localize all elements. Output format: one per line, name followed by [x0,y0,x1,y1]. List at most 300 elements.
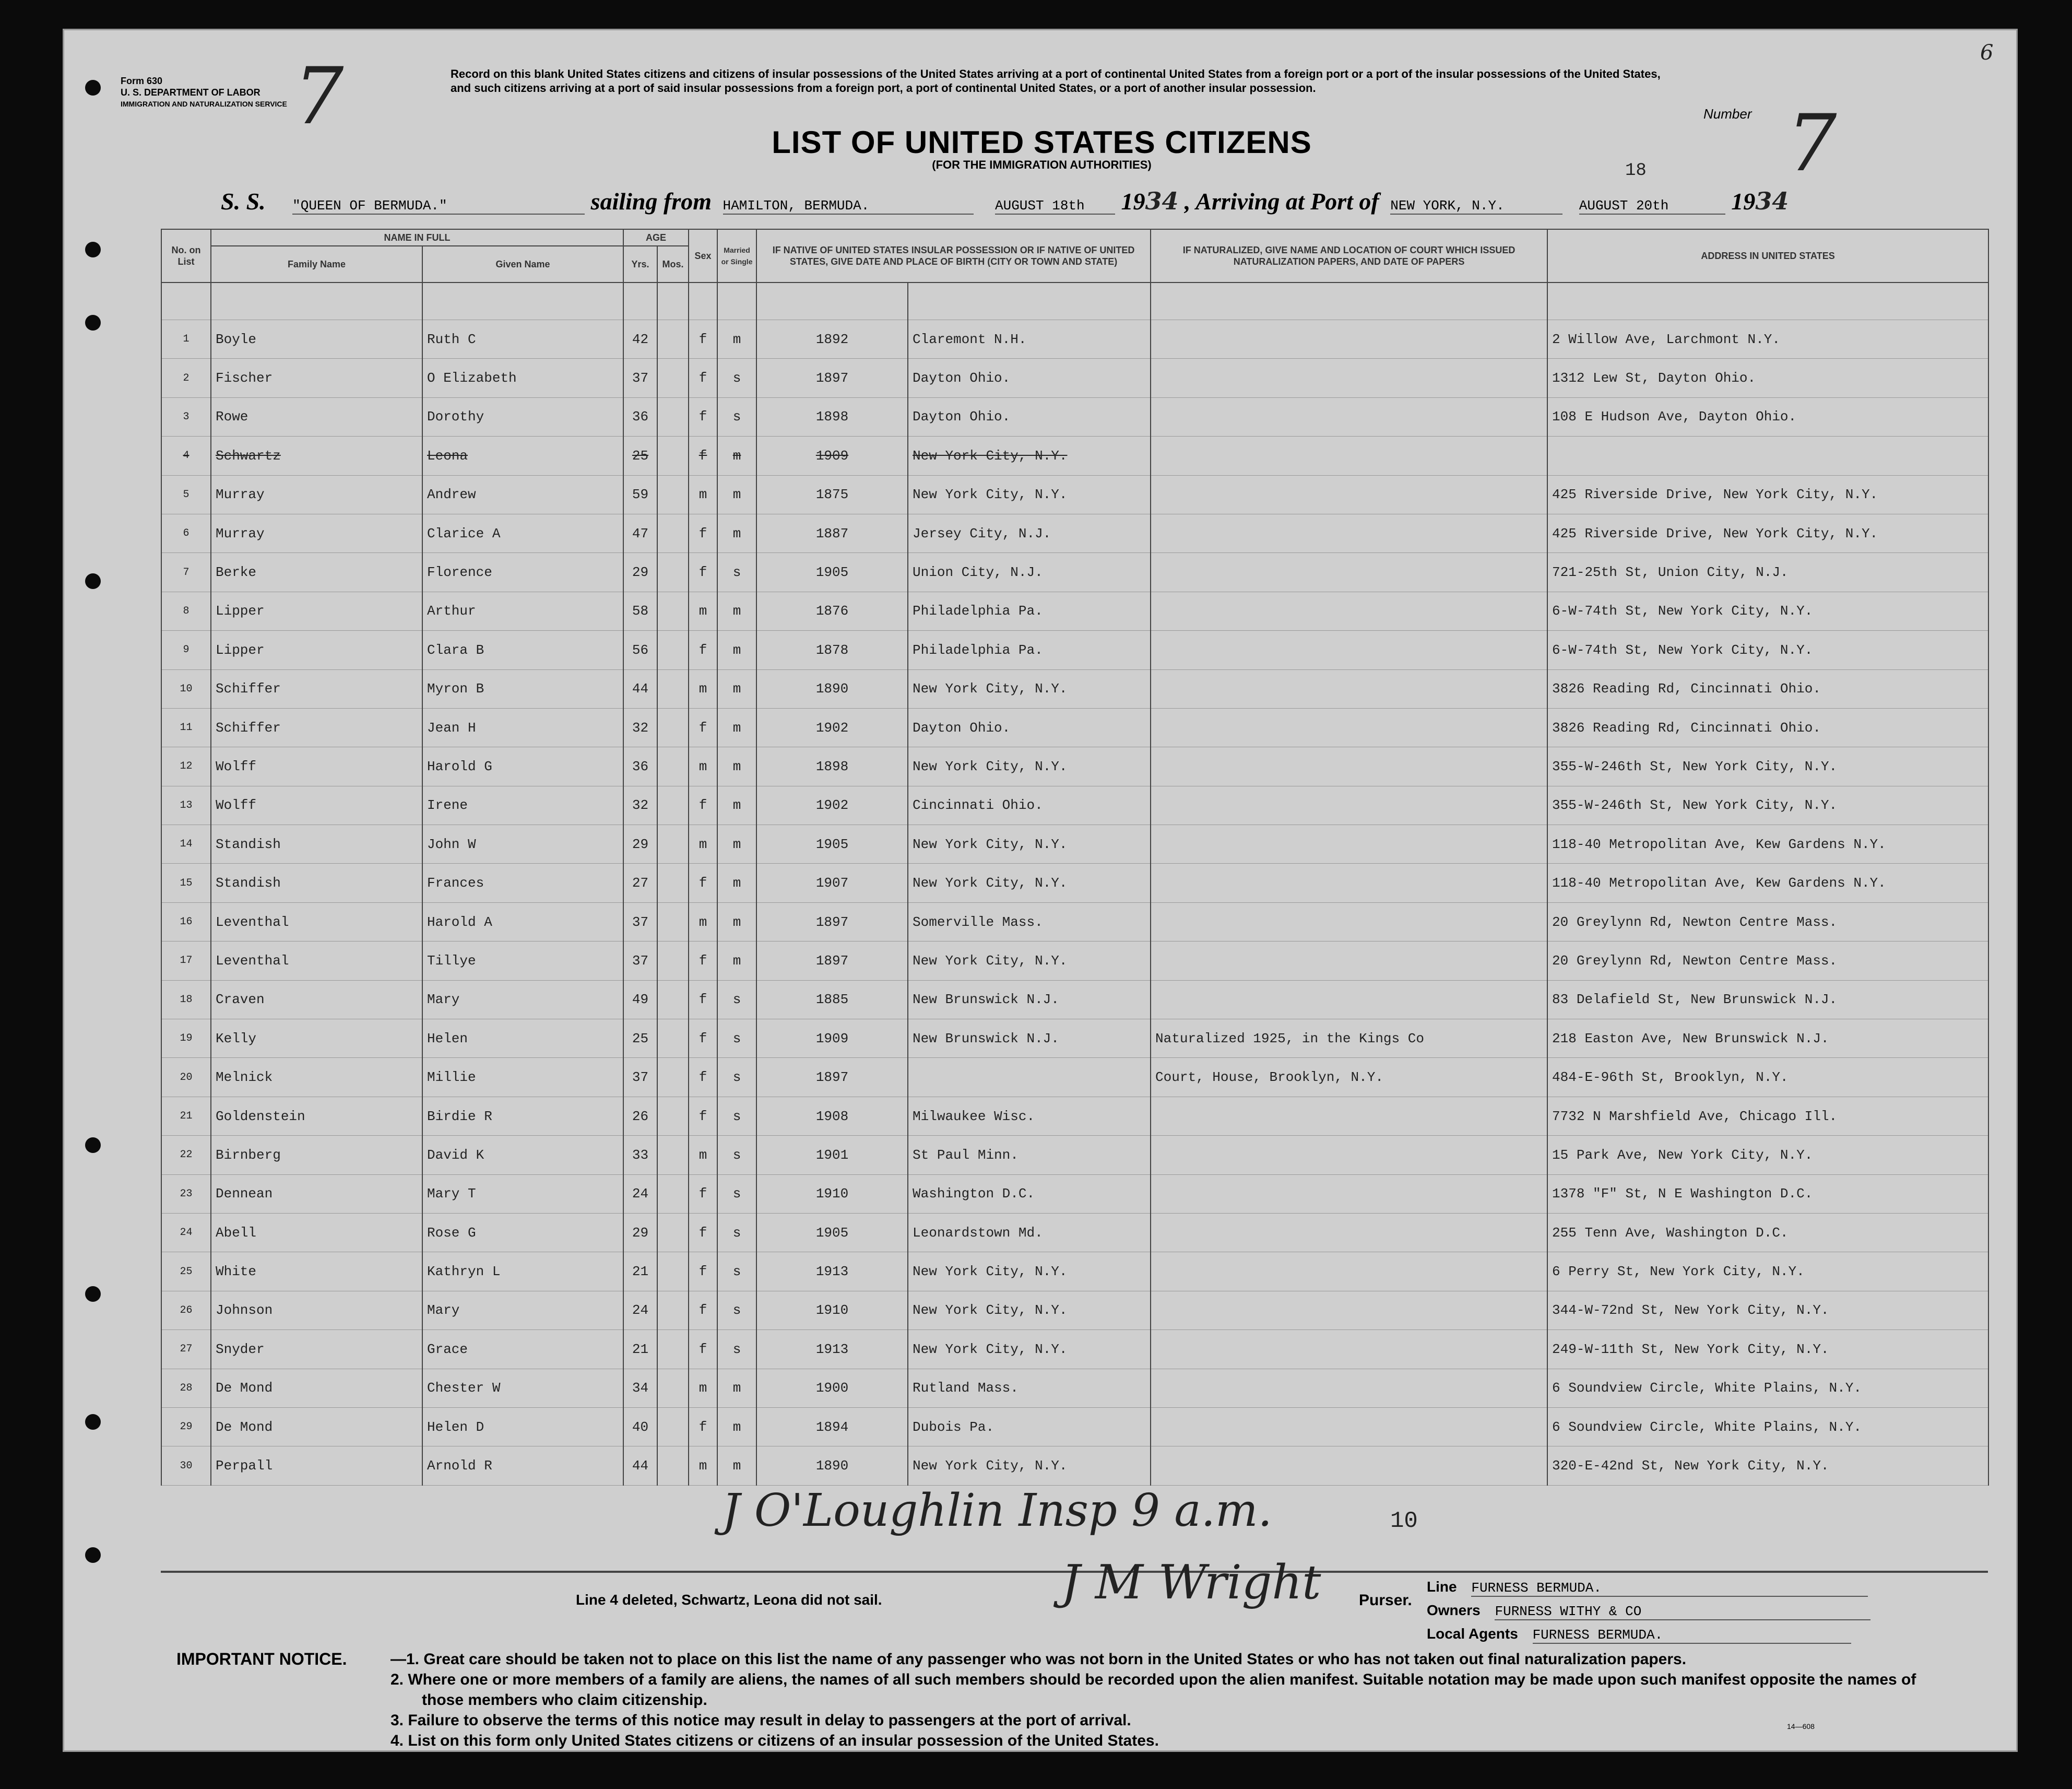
birth-place: New York City, N.Y. [908,825,1151,864]
line-label: Line [1427,1579,1457,1595]
birth-place: Philadelphia Pa. [908,631,1151,669]
table-row [161,1446,1988,1485]
family-name: Perpall [211,1446,422,1485]
sex: f [689,1407,717,1446]
birth-place: New Brunswick N.J. [908,1019,1151,1058]
age-years: 36 [623,397,657,436]
table-row [161,1097,1988,1135]
naturalization [1151,669,1547,708]
age-months [657,864,689,902]
birth-year: 1902 [756,786,908,825]
address: 1378 "F" St, N E Washington D.C. [1547,1174,1988,1213]
naturalization [1151,1369,1547,1407]
given-name: Jean H [422,708,623,747]
age-years: 33 [623,1136,657,1174]
agents-field [1427,1626,1851,1644]
age-years: 42 [623,320,657,359]
row-number: 28 [161,1369,211,1407]
naturalization [1151,397,1547,436]
given-name: Myron B [422,669,623,708]
given-name: Mary [422,1291,623,1329]
naturalization: Court, House, Brooklyn, N.Y. [1151,1058,1547,1097]
row-number: 4 [161,437,211,475]
given-name: Irene [422,786,623,825]
marital-status: m [717,941,756,980]
sex: f [689,1252,717,1291]
table-row [161,437,1988,475]
birth-place: New York City, N.Y. [908,747,1151,786]
naturalization [1151,864,1547,902]
naturalization [1151,320,1547,359]
sex: f [689,786,717,825]
address: 255 Tenn Ave, Washington D.C. [1547,1213,1988,1252]
given-name: Dorothy [422,397,623,436]
sex: m [689,475,717,514]
department: U. S. DEPARTMENT OF LABOR [121,87,261,98]
age-years: 21 [623,1330,657,1369]
birth-year: 1890 [756,669,908,708]
age-years: 34 [623,1369,657,1407]
service: IMMIGRATION AND NATURALIZATION SERVICE [121,100,287,108]
marital-status: m [717,514,756,552]
age-months [657,1291,689,1329]
marital-status: s [717,1213,756,1252]
naturalization [1151,359,1547,397]
sailing-from: HAMILTON, BERMUDA. [723,198,974,215]
row-number: 19 [161,1019,211,1058]
marital-status: s [717,1136,756,1174]
ship-name: "QUEEN OF BERMUDA." [292,198,585,215]
birth-year: 1900 [756,1369,908,1407]
marital-status: m [717,864,756,902]
number-label: Number [1703,106,1752,122]
sex: f [689,1213,717,1252]
birth-place: Dayton Ohio. [908,359,1151,397]
address: 108 E Hudson Ave, Dayton Ohio. [1547,397,1988,436]
ss-label: S. S. [221,188,266,215]
binder-hole [85,1137,101,1153]
table-row [161,1136,1988,1174]
birth-place: Dayton Ohio. [908,397,1151,436]
row-number: 20 [161,1058,211,1097]
row-number: 5 [161,475,211,514]
birth-year: 1897 [756,902,908,941]
naturalization [1151,475,1547,514]
owners-value: FURNESS WITHY & CO [1495,1604,1870,1620]
age-months [657,1019,689,1058]
marital-status: s [717,397,756,436]
birth-year: 1910 [756,1291,908,1329]
age-months [657,592,689,630]
age-years: 44 [623,1446,657,1485]
important-notice [176,1649,1925,1751]
binder-hole [85,1547,101,1563]
sex: f [689,1330,717,1369]
birth-place: Somerville Mass. [908,902,1151,941]
birth-year: 1913 [756,1330,908,1369]
table-row [161,941,1988,980]
family-name: Fischer [211,359,422,397]
birth-place: Dubois Pa. [908,1407,1151,1446]
address: 20 Greylynn Rd, Newton Centre Mass. [1547,902,1988,941]
family-name: Standish [211,864,422,902]
age-months [657,1446,689,1485]
given-name: David K [422,1136,623,1174]
binder-hole [85,80,101,96]
birth-year: 1897 [756,941,908,980]
age-years: 24 [623,1291,657,1329]
given-name: Harold G [422,747,623,786]
row-number: 27 [161,1330,211,1369]
family-name: Wolff [211,786,422,825]
arriving-label: , Arriving at Port of [1185,188,1379,215]
sex: f [689,437,717,475]
marital-status: m [717,902,756,941]
address: 320-E-42nd St, New York City, N.Y. [1547,1446,1988,1485]
line-value: FURNESS BERMUDA. [1471,1580,1868,1597]
naturalization [1151,1252,1547,1291]
table-row [161,592,1988,630]
col-address: ADDRESS IN UNITED STATES [1547,229,1988,283]
marital-status: s [717,1252,756,1291]
notice-item: 2. Where one or more members of a family are aliens, the names of all such members should be recorded upon the alien manifest. Suitable notation may be made upon such manifest opposite the names of those members who claim citizenship. [390,1671,1916,1709]
birth-place: Leonardstown Md. [908,1213,1151,1252]
row-number: 12 [161,747,211,786]
marital-status: s [717,1019,756,1058]
col-married: Married or Single [717,229,756,283]
row-number: 21 [161,1097,211,1135]
year-prefix: 19 [1731,188,1756,215]
owners-field [1427,1602,1870,1620]
family-name: Goldenstein [211,1097,422,1135]
table-row [161,553,1988,592]
naturalization [1151,902,1547,941]
binder-hole [85,242,101,257]
naturalization [1151,825,1547,864]
row-number: 2 [161,359,211,397]
address: 6 Soundview Circle, White Plains, N.Y. [1547,1407,1988,1446]
row-number: 24 [161,1213,211,1252]
marital-status: m [717,1369,756,1407]
address: 355-W-246th St, New York City, N.Y. [1547,786,1988,825]
age-years: 37 [623,902,657,941]
family-name: Rowe [211,397,422,436]
table-row [161,1291,1988,1329]
age-years: 36 [623,747,657,786]
deleted-note: Line 4 deleted, Schwartz, Leona did not sail. [576,1592,882,1608]
birth-place: Jersey City, N.J. [908,514,1151,552]
family-name: Johnson [211,1291,422,1329]
arriving-port: NEW YORK, N.Y. [1390,198,1562,215]
birth-place: St Paul Minn. [908,1136,1151,1174]
naturalization [1151,553,1547,592]
row-number: 17 [161,941,211,980]
table-row [161,1369,1988,1407]
year-prefix: 19 [1121,188,1145,215]
naturalization [1151,1446,1547,1485]
age-months [657,1136,689,1174]
row-number: 10 [161,669,211,708]
age-years: 24 [623,1174,657,1213]
col-sex: Sex [689,229,717,283]
line-field [1427,1579,1868,1597]
age-years: 32 [623,786,657,825]
row-number: 15 [161,864,211,902]
family-name: Craven [211,980,422,1019]
age-years: 37 [623,941,657,980]
col-family-name: Family Name [211,246,422,283]
age-years: 47 [623,514,657,552]
given-name: Millie [422,1058,623,1097]
age-months [657,1407,689,1446]
family-name: De Mond [211,1369,422,1407]
table-row [161,669,1988,708]
birth-place: Union City, N.J. [908,553,1151,592]
voyage-line [221,187,1789,215]
binder-hole [85,1414,101,1430]
given-name: John W [422,825,623,864]
birth-year: 1887 [756,514,908,552]
sex: m [689,902,717,941]
age-months [657,437,689,475]
marital-status: s [717,1058,756,1097]
table-row [161,825,1988,864]
given-name: Clarice A [422,514,623,552]
sex: f [689,514,717,552]
address: 2 Willow Ave, Larchmont N.Y. [1547,320,1988,359]
table-row [161,708,1988,747]
family-name: Snyder [211,1330,422,1369]
birth-year: 1905 [756,825,908,864]
birth-place: Rutland Mass. [908,1369,1151,1407]
agents-label: Local Agents [1427,1626,1518,1642]
address: 118-40 Metropolitan Ave, Kew Gardens N.Y. [1547,825,1988,864]
naturalization [1151,786,1547,825]
given-name: Tillye [422,941,623,980]
birth-place: New York City, N.Y. [908,1252,1151,1291]
address: 7732 N Marshfield Ave, Chicago Ill. [1547,1097,1988,1135]
family-name: Dennean [211,1174,422,1213]
marital-status: m [717,437,756,475]
address: 118-40 Metropolitan Ave, Kew Gardens N.Y. [1547,864,1988,902]
table-row [161,320,1988,359]
col-naturalized: IF NATURALIZED, GIVE NAME AND LOCATION OF COURT WHICH ISSUED NATURALIZATION PAPERS, AND DATE OF PAPERS [1151,229,1547,283]
birth-place: Cincinnati Ohio. [908,786,1151,825]
col-no: No. on List [161,229,211,283]
age-months [657,708,689,747]
naturalization [1151,1136,1547,1174]
given-name: Birdie R [422,1097,623,1135]
sex: m [689,1446,717,1485]
family-name: De Mond [211,1407,422,1446]
page-title: LIST OF UNITED STATES CITIZENS [772,125,1312,160]
address: 249-W-11th St, New York City, N.Y. [1547,1330,1988,1369]
birth-year: 1913 [756,1252,908,1291]
marital-status: m [717,747,756,786]
table-row [161,359,1988,397]
handwritten-number: 7 [1787,98,1837,189]
marital-status: m [717,708,756,747]
arriving-date: AUGUST 20th [1579,198,1725,215]
family-name: Leventhal [211,941,422,980]
birth-place: New York City, N.Y. [908,1330,1151,1369]
sex: f [689,553,717,592]
age-months [657,359,689,397]
birth-year: 1878 [756,631,908,669]
notice-item: —1. Great care should be taken not to place on this list the name of any passenger who was not born in the United States or who has not taken out final naturalization papers. [390,1651,1687,1668]
address: 20 Greylynn Rd, Newton Centre Mass. [1547,941,1988,980]
sex: m [689,825,717,864]
passenger-rows [161,283,1988,1485]
address: 425 Riverside Drive, New York City, N.Y. [1547,514,1988,552]
birth-place: New Brunswick N.J. [908,980,1151,1019]
given-name: Mary [422,980,623,1019]
sex: f [689,359,717,397]
birth-year: 1901 [756,1136,908,1174]
age-years: 29 [623,1213,657,1252]
age-months [657,825,689,864]
marital-status: s [717,1291,756,1329]
age-years: 25 [623,437,657,475]
row-number: 3 [161,397,211,436]
birth-year: 1897 [756,359,908,397]
birth-year: 1892 [756,320,908,359]
birth-year: 1898 [756,747,908,786]
birth-place: New York City, N.Y. [908,475,1151,514]
sex: f [689,1174,717,1213]
given-name: Chester W [422,1369,623,1407]
col-given-name: Given Name [422,246,623,283]
naturalization [1151,980,1547,1019]
spacer-row [161,283,1988,320]
birth-place: New York City, N.Y. [908,1291,1151,1329]
sex: f [689,397,717,436]
table-row [161,1330,1988,1369]
marital-status: m [717,825,756,864]
family-name: Lipper [211,631,422,669]
age-months [657,980,689,1019]
col-mos: Mos. [657,246,689,283]
given-name: Mary T [422,1174,623,1213]
form-code: 14—608 [1787,1722,1815,1731]
age-months [657,1174,689,1213]
age-years: 37 [623,1058,657,1097]
inspector-signature: J O'Loughlin Insp 9 a.m. [722,1485,1272,1537]
form-identifier [121,75,287,110]
birth-year: 1898 [756,397,908,436]
marital-status: s [717,1330,756,1369]
row-number: 7 [161,553,211,592]
naturalization [1151,1407,1547,1446]
table-row [161,397,1988,436]
row-number: 23 [161,1174,211,1213]
address: 6 Soundview Circle, White Plains, N.Y. [1547,1369,1988,1407]
birth-year: 1902 [756,708,908,747]
birth-place: New York City, N.Y. [908,437,1151,475]
birth-place: Washington D.C. [908,1174,1151,1213]
address: 6-W-74th St, New York City, N.Y. [1547,592,1988,630]
address: 484-E-96th St, Brooklyn, N.Y. [1547,1058,1988,1097]
age-months [657,320,689,359]
sailing-date: AUGUST 18th [995,198,1115,215]
age-years: 21 [623,1252,657,1291]
birth-year: 1907 [756,864,908,902]
naturalization [1151,631,1547,669]
handwritten-list-number: 7 [294,51,344,142]
sex: m [689,669,717,708]
family-name: Melnick [211,1058,422,1097]
age-years: 29 [623,553,657,592]
address: 355-W-246th St, New York City, N.Y. [1547,747,1988,786]
sex: f [689,1058,717,1097]
header-row [161,229,1988,246]
birth-place: New York City, N.Y. [908,941,1151,980]
corner-mark: 6 [1980,41,1994,65]
row-number: 16 [161,902,211,941]
col-birth: IF NATIVE OF UNITED STATES INSULAR POSSESSION OR IF NATIVE OF UNITED STATES, GIVE DATE AND PLACE OF BIRTH (CITY OR TOWN AND STATE) [756,229,1151,283]
birth-place [908,1058,1151,1097]
given-name: Arthur [422,592,623,630]
naturalization [1151,1174,1547,1213]
age-months [657,631,689,669]
address: 1312 Lew St, Dayton Ohio. [1547,359,1988,397]
naturalization [1151,1291,1547,1329]
marital-status: s [717,1097,756,1135]
age-months [657,786,689,825]
given-name: O Elizabeth [422,359,623,397]
given-name: Harold A [422,902,623,941]
birth-year: 1897 [756,1058,908,1097]
age-months [657,669,689,708]
age-months [657,1252,689,1291]
naturalization [1151,1213,1547,1252]
birth-year: 1909 [756,1019,908,1058]
age-years: 26 [623,1097,657,1135]
address: 344-W-72nd St, New York City, N.Y. [1547,1291,1988,1329]
age-months [657,397,689,436]
age-years: 27 [623,864,657,902]
age-years: 40 [623,1407,657,1446]
age-years: 59 [623,475,657,514]
age-years: 25 [623,1019,657,1058]
given-name: Kathryn L [422,1252,623,1291]
table-row [161,864,1988,902]
naturalization [1151,592,1547,630]
birth-year: 1876 [756,592,908,630]
row-number: 1 [161,320,211,359]
sailing-label: sailing from [590,188,712,215]
table-row [161,514,1988,552]
naturalization [1151,747,1547,786]
notice-item: 4. List on this form only United States citizens or citizens of an insular possession of the United States. [390,1732,1159,1749]
sailing-year: 34 [1145,187,1179,215]
address: 15 Park Ave, New York City, N.Y. [1547,1136,1988,1174]
naturalization: Naturalized 1925, in the Kings Co [1151,1019,1547,1058]
age-years: 58 [623,592,657,630]
family-name: Lipper [211,592,422,630]
given-name: Florence [422,553,623,592]
notice-title: IMPORTANT NOTICE. [176,1650,347,1668]
family-name: Murray [211,475,422,514]
sex: f [689,708,717,747]
age-months [657,941,689,980]
address: 3826 Reading Rd, Cincinnati Ohio. [1547,669,1988,708]
row-number: 9 [161,631,211,669]
sex: f [689,980,717,1019]
naturalization [1151,1330,1547,1369]
age-months [657,1330,689,1369]
form-number: Form 630 [121,76,163,86]
